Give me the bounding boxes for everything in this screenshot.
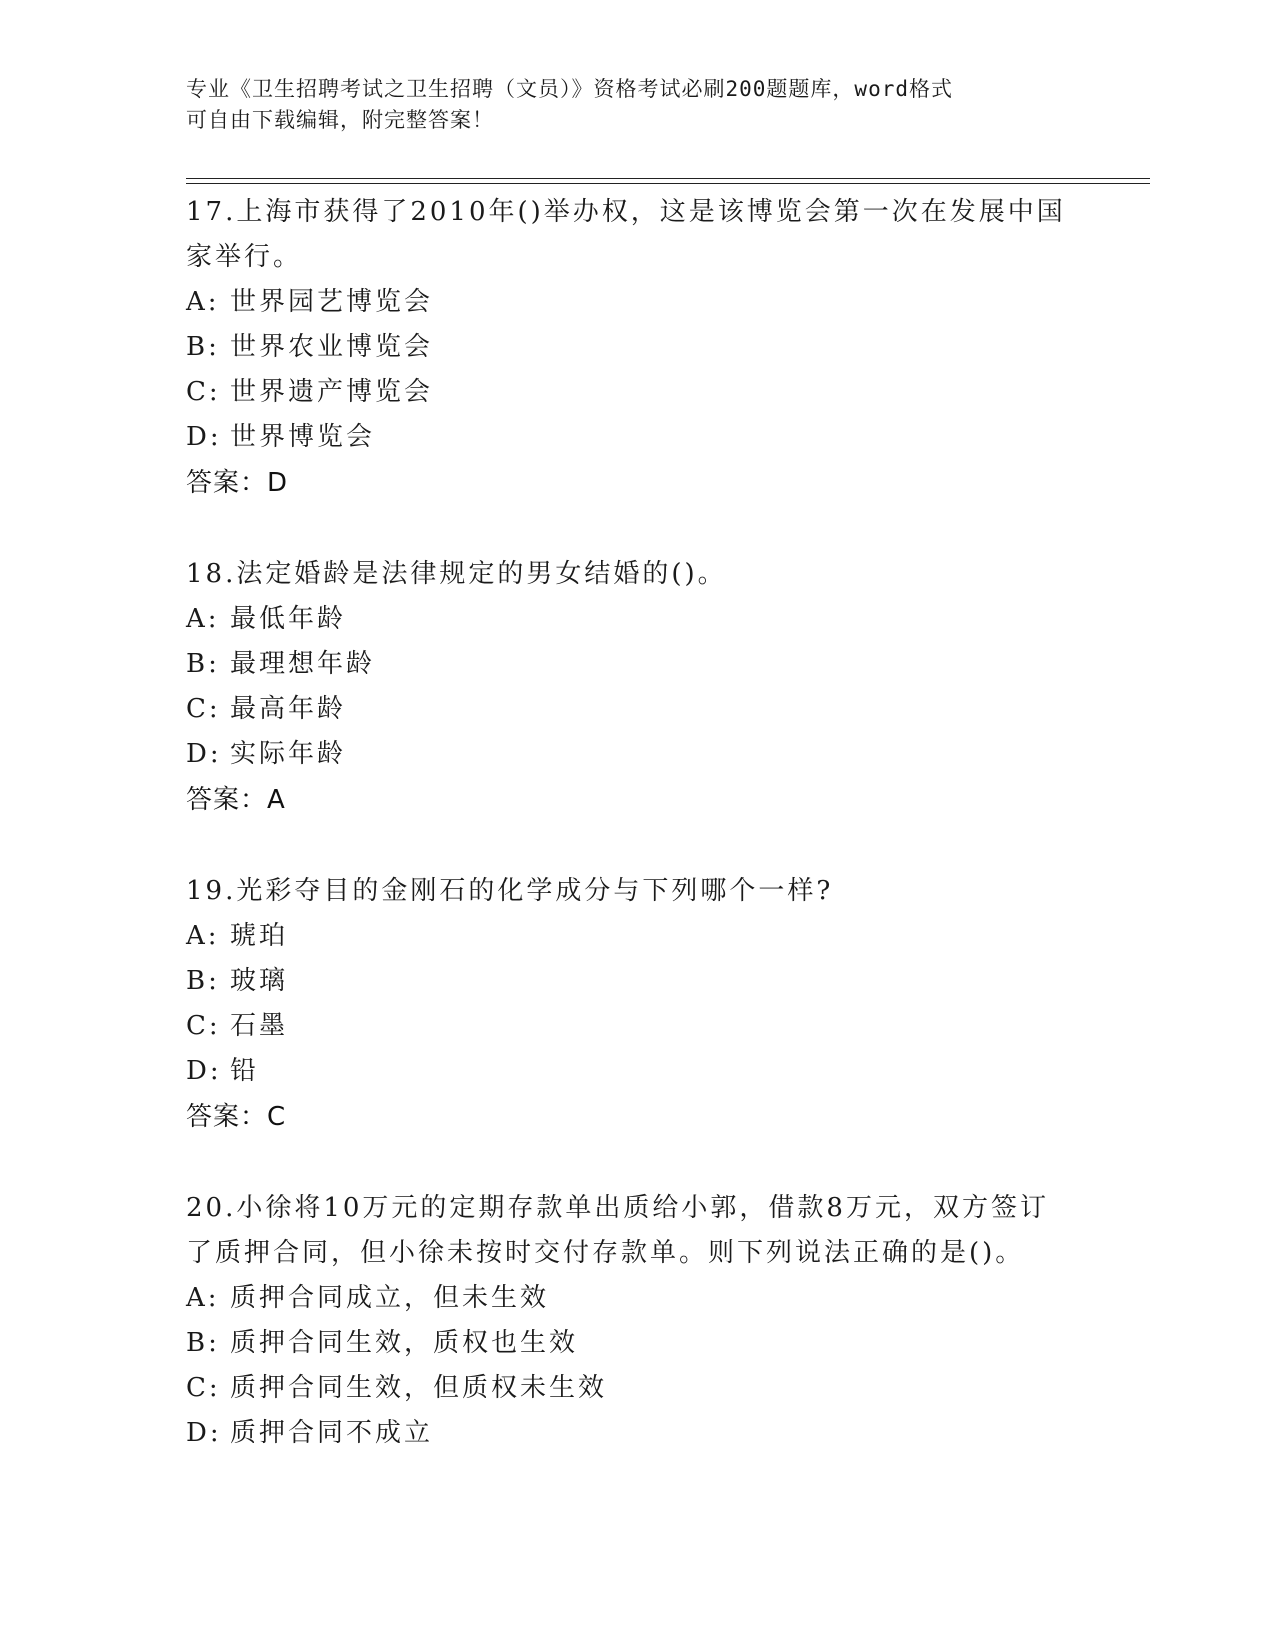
option-text: 石墨 [230,1011,289,1041]
option-key: C: [186,377,221,407]
answer-option [186,959,1086,1004]
document-header [186,74,1066,136]
option-key: D: [186,739,222,769]
header-line-2: 可自由下载编辑，附完整答案！ [186,108,494,132]
option-text: 质押合同不成立 [230,1418,434,1448]
option-key: D: [186,1056,222,1086]
answer-option [186,280,1086,325]
answer-option [186,1049,1086,1094]
option-text: 最理想年龄 [230,649,376,679]
question-stem [186,190,1086,280]
answer-option [186,325,1086,370]
header-divider-bottom [186,183,1150,184]
answer-line: 答案：D [186,468,289,498]
option-key: A: [186,604,220,634]
question-stem-line: 19.光彩夺目的金刚石的化学成分与下列哪个一样? [186,876,834,906]
answer-option [186,370,1086,415]
answer-option [186,732,1086,777]
answer-option [186,642,1086,687]
answer-option [186,1276,1086,1321]
option-text: 最低年龄 [230,604,347,634]
option-key: A: [186,287,220,317]
header-line-1: 专业《卫生招聘考试之卫生招聘（文员）》资格考试必刷200题题库，word格式 [186,77,953,101]
question-block [186,869,1086,1140]
option-text: 最高年龄 [230,694,347,724]
question-stem-line: 18.法定婚龄是法律规定的男女结婚的()。 [186,559,727,589]
option-key: B: [186,649,220,679]
answer-option [186,687,1086,732]
answer-option [186,914,1086,959]
option-key: B: [186,332,220,362]
answer-option [186,1321,1086,1366]
header-divider-top [186,178,1150,179]
answer-option [186,1411,1086,1456]
question-block [186,190,1086,506]
question-list [186,190,1086,1502]
answer-option [186,1366,1086,1411]
answer-option [186,597,1086,642]
option-text: 玻璃 [230,966,289,996]
option-key: D: [186,1418,222,1448]
option-text: 质押合同生效，但质权未生效 [230,1373,608,1403]
question-block [186,552,1086,823]
question-stem-line: 17.上海市获得了2010年()举办权，这是该博览会第一次在发展中国 [186,197,1066,227]
option-key: D: [186,422,222,452]
option-text: 世界遗产博览会 [230,377,434,407]
answer-line: 答案：A [186,785,286,815]
option-text: 世界农业博览会 [230,332,434,362]
option-key: C: [186,1011,221,1041]
question-stem [186,1186,1086,1276]
option-text: 质押合同成立，但未生效 [230,1283,550,1313]
option-text: 琥珀 [230,921,289,951]
question-stem-line: 了质押合同，但小徐未按时交付存款单。则下列说法正确的是()。 [186,1238,1025,1268]
option-key: B: [186,966,220,996]
answer-option [186,415,1086,460]
option-text: 世界博览会 [230,422,376,452]
option-key: A: [186,1283,220,1313]
question-stem-line: 20.小徐将10万元的定期存款单出质给小郭，借款8万元，双方签订 [186,1193,1049,1223]
question-stem-line: 家举行。 [186,242,303,272]
option-text: 实际年龄 [230,739,347,769]
option-key: C: [186,694,221,724]
question-stem [186,552,1086,597]
question-stem [186,869,1086,914]
option-text: 世界园艺博览会 [230,287,434,317]
answer-option [186,1004,1086,1049]
option-text: 铅 [230,1056,260,1086]
option-key: C: [186,1373,221,1403]
option-key: B: [186,1328,220,1358]
option-key: A: [186,921,220,951]
option-text: 质押合同生效，质权也生效 [230,1328,579,1358]
question-block [186,1186,1086,1456]
answer-line: 答案：C [186,1102,287,1132]
